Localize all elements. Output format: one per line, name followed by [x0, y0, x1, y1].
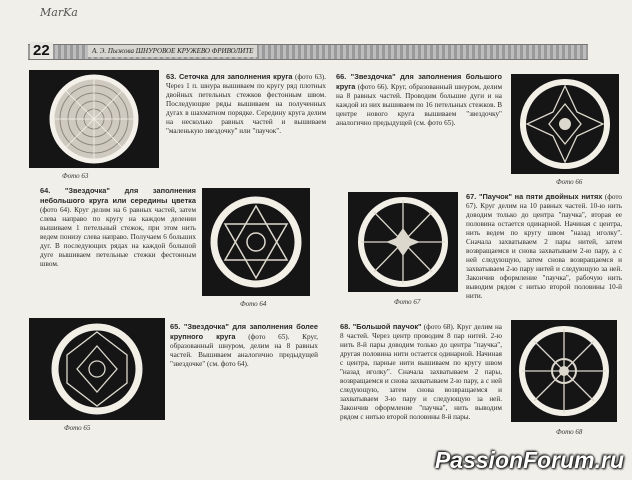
item-66-title: 66. "Звездочка" для заполнения большого круга	[336, 72, 502, 91]
page-number: 22	[30, 42, 53, 59]
lace-big-spider-image	[511, 320, 617, 422]
lace-star-small-image	[202, 188, 310, 296]
photo-66-caption: Фото 66	[556, 178, 583, 186]
photo-65-caption: Фото 65	[64, 424, 91, 432]
photo-67	[348, 192, 458, 292]
site-watermark: PassionForum.ru	[434, 447, 624, 473]
lace-spider-image	[348, 192, 458, 292]
item-65-title: 65. "Звездочка" для заполнения более крупного круга	[170, 322, 318, 341]
photo-64-caption: Фото 64	[240, 300, 267, 308]
item-66-body: (фото 66). Круг, образованный шнуром, делим на 8 равных частей. Проводим большие дуги и на каждой из них вышиваем по 16 петельных стежков. В центре нового круга вышиваем "звездочку" аналогично предыдущей (см. фото 65).	[336, 83, 503, 127]
item-64-title: 64. "Звездочка" для заполнения небольшого круга или середины цветка	[40, 186, 196, 205]
photo-63-caption: Фото 63	[62, 172, 89, 180]
photo-68	[511, 320, 617, 422]
lace-star-ring-image	[511, 74, 619, 174]
item-64-body: (фото 64). Круг делим на 6 равных частей, затем слева направо по кругу на каждом делении вышиваем 1 петельный стежок, при этом нить ведем понизу слева направо. Получаем 6 больших дуг. В последующих рядах на каждой большой дуге вышиваем петельные стежки фестонным швом.	[40, 206, 196, 268]
item-64-text	[40, 186, 196, 269]
photo-66	[511, 74, 619, 174]
running-title: А. Э. Пыжова ШНУРОВОЕ КРУЖЕВО ФРИВОЛИТЕ	[88, 45, 257, 57]
item-68-title: 68. "Большой паучок"	[340, 322, 422, 331]
lace-mesh-circle-image	[29, 70, 159, 168]
item-67-title: 67. "Паучок" на пяти двойных нитях	[466, 192, 603, 201]
photo-64	[202, 188, 310, 296]
item-65-body: (фото 65). Круг, образованный шнуром, делим на 8 равных частей. Вышиваем аналогично предыдущей "звездочке" (см. фото 64).	[170, 333, 319, 368]
item-63-title: 63. Сеточка для заполнения круга	[166, 72, 293, 81]
item-67-body: (фото 67). Круг делим на 10 равных частей. 10-ю нить доводим только до центра "паучка", вторая ее половина остается одинарной. Начиная с центра, нить ведем по кругу швом "назад иголку". Сначала захватываем 2 пары нитей, затем возвращаемся и снова захватываем 2-ю пару, а с ней следующую, затем снова возвращаемся и захватываем 2-ю пару нитей и следующую за ней. Закончив оформление "паучка", рабочую нить выводим рядом с нитью второй половины 10-й нити.	[466, 193, 623, 300]
item-65-text	[170, 322, 318, 369]
item-63-text	[166, 72, 326, 136]
photo-67-caption: Фото 67	[394, 298, 421, 306]
item-68-text	[340, 322, 502, 422]
photo-65	[29, 318, 165, 420]
brand-label: MarKa	[40, 6, 78, 19]
lace-star-large-image	[29, 318, 165, 420]
item-66-text	[336, 72, 502, 128]
photo-68-caption: Фото 68	[556, 428, 583, 436]
item-63-body: (фото 63). Через 1 п. шнура вышиваем по кругу ряд плотных двойных петельных стежков фестонным швом. Последующие ряды вышиваем на полученных дугах в шахматном порядке. Середину круга делим на несколько равных частей и вышиваем "маленькую звездочку" или "паучок".	[166, 73, 326, 135]
item-68-body: (фото 68). Круг делим на 8 частей. Через центр проводим 8 пар нитей. 2-ю нить 8-й пары доводим только до центра "паучка", другая половина нити остается одинарной. Начиная с центра, парные нити вышиваем по кругу швом "назад иголку". Сначала захватываем 2 пары, возвращаемся и снова захватываем 2-ю пару, а с ней следующую, затем снова возвращаемся и захватываем 3-ю пару и следующую за ней. Закончив оформление "паучка", нить выводим рядом с нитью второй половины 8-й пары.	[340, 323, 502, 421]
item-67-text	[466, 192, 622, 301]
photo-63	[29, 70, 159, 168]
